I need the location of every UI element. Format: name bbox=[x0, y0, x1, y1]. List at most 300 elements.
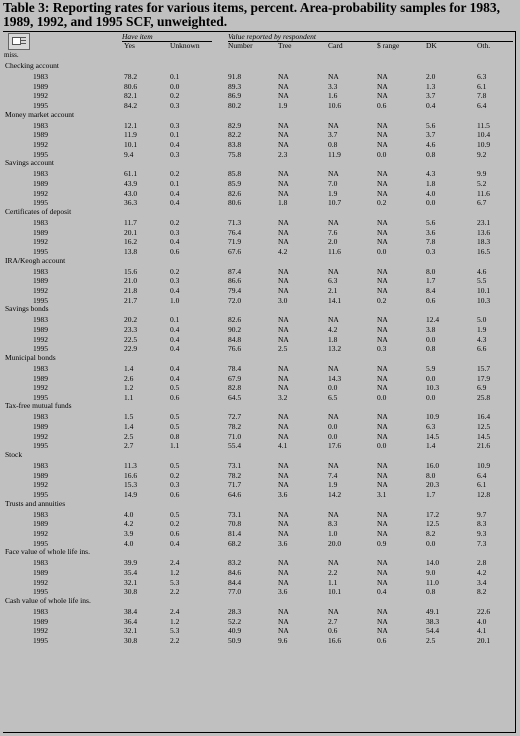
table-cell: 6.1 bbox=[477, 81, 487, 91]
table-cell: 5.3 bbox=[170, 577, 180, 587]
table-cell: 0.8 bbox=[426, 149, 436, 159]
table-cell: 11.0 bbox=[426, 577, 439, 587]
table-cell: 0.5 bbox=[170, 383, 180, 393]
section-heading: Face value of whole life ins. bbox=[5, 547, 90, 557]
table-cell: 14.5 bbox=[426, 431, 440, 441]
table-cell: 15.6 bbox=[124, 266, 138, 276]
table-cell: 0.6 bbox=[377, 100, 387, 110]
table-cell: 10.3 bbox=[426, 383, 440, 393]
table-cell: 2.5 bbox=[278, 344, 288, 354]
table-cell: 82.9 bbox=[228, 120, 242, 130]
table-cell: 2.6 bbox=[124, 373, 134, 383]
table-cell: 17.2 bbox=[426, 509, 440, 519]
table-row bbox=[0, 636, 520, 645]
row-year: 1992 bbox=[33, 285, 48, 295]
header-group-have-item: Have item bbox=[122, 32, 153, 41]
table-cell: 10.6 bbox=[328, 100, 342, 110]
table-cell: 84.4 bbox=[228, 577, 242, 587]
table-cell: 0.1 bbox=[170, 72, 180, 81]
table-cell: 78.2 bbox=[228, 470, 242, 480]
table-row bbox=[0, 228, 520, 237]
table-cell: 1.7 bbox=[426, 490, 436, 500]
table-cell: 3.6 bbox=[278, 490, 288, 500]
table-cell: 4.0 bbox=[426, 188, 436, 198]
table-row bbox=[0, 101, 520, 110]
table-cell: 20.1 bbox=[477, 636, 491, 646]
table-cell: 22.6 bbox=[477, 607, 491, 617]
table-row bbox=[0, 364, 520, 373]
table-cell: 80.6 bbox=[228, 198, 242, 208]
table-cell: NA bbox=[377, 383, 388, 393]
table-row bbox=[0, 441, 520, 450]
section-heading: Checking account bbox=[5, 61, 59, 70]
table-cell: 32.1 bbox=[124, 626, 138, 636]
table-cell: 10.7 bbox=[328, 198, 342, 208]
table-cell: 4.2 bbox=[328, 324, 338, 334]
table-cell: 10.4 bbox=[477, 130, 491, 140]
section-heading: Money market account bbox=[5, 109, 75, 119]
row-year: 1992 bbox=[33, 577, 48, 587]
table-cell: 21.0 bbox=[124, 276, 138, 286]
table-cell: 85.9 bbox=[228, 178, 242, 188]
table-cell: 1.9 bbox=[477, 324, 487, 334]
table-cell: 5.6 bbox=[426, 217, 436, 227]
table-cell: 6.3 bbox=[426, 422, 436, 432]
table-cell: 1.1 bbox=[328, 577, 338, 587]
table-cell: NA bbox=[278, 480, 289, 490]
table-cell: 6.4 bbox=[477, 100, 487, 110]
table-cell: NA bbox=[377, 461, 388, 471]
table-cell: NA bbox=[377, 217, 388, 227]
table-cell: NA bbox=[278, 529, 289, 539]
table-cell: 2.7 bbox=[124, 441, 134, 451]
row-year: 1989 bbox=[33, 519, 48, 529]
table-row bbox=[0, 607, 520, 616]
table-cell: 78.4 bbox=[228, 363, 242, 373]
table-cell: 3.6 bbox=[278, 587, 288, 597]
table-cell: 12.5 bbox=[477, 422, 491, 432]
table-cell: 91.8 bbox=[228, 72, 242, 81]
table-cell: 70.8 bbox=[228, 519, 242, 529]
table-cell: NA bbox=[377, 227, 388, 237]
table-cell: 43.9 bbox=[124, 178, 138, 188]
table-cell: NA bbox=[278, 412, 289, 422]
table-cell: 3.0 bbox=[278, 295, 288, 305]
table-cell: 1.8 bbox=[328, 334, 338, 344]
table-cell: NA bbox=[377, 529, 388, 539]
table-cell: 0.0 bbox=[426, 198, 436, 208]
table-cell: 0.4 bbox=[170, 324, 180, 334]
table-cell: 84.2 bbox=[124, 100, 138, 110]
table-cell: 87.4 bbox=[228, 266, 242, 276]
table-cell: NA bbox=[278, 626, 289, 636]
table-cell: 0.0 bbox=[426, 538, 436, 548]
table-cell: NA bbox=[328, 315, 339, 325]
table-row bbox=[0, 286, 520, 295]
table-cell: 0.8 bbox=[426, 587, 436, 597]
table-cell: NA bbox=[328, 461, 339, 471]
table-cell: 40.9 bbox=[228, 626, 242, 636]
table-cell: 76.4 bbox=[228, 227, 242, 237]
section-heading: IRA/Keogh account bbox=[5, 255, 66, 265]
table-row bbox=[0, 568, 520, 577]
table-cell: 8.2 bbox=[426, 529, 436, 539]
table-cell: 8.0 bbox=[426, 470, 436, 480]
row-year: 1992 bbox=[33, 237, 48, 247]
table-cell: 0.0 bbox=[377, 441, 387, 451]
table-cell: 6.1 bbox=[477, 480, 487, 490]
table-cell: 16.2 bbox=[124, 237, 138, 247]
table-cell: 0.0 bbox=[377, 246, 387, 256]
table-cell: 3.9 bbox=[124, 529, 134, 539]
row-year: 1992 bbox=[33, 383, 48, 393]
row-year: 1989 bbox=[33, 470, 48, 480]
table-cell: 0.4 bbox=[426, 100, 436, 110]
section-heading: Savings account bbox=[5, 158, 54, 168]
table-cell: 0.6 bbox=[170, 392, 180, 402]
table-cell: 9.4 bbox=[124, 149, 134, 159]
table-cell: 2.0 bbox=[328, 237, 338, 247]
table-cell: 1.8 bbox=[426, 178, 436, 188]
header-rule-value-reported bbox=[228, 41, 513, 42]
table-cell: 0.0 bbox=[377, 149, 387, 159]
table-cell: 2.7 bbox=[328, 616, 338, 626]
row-year: 1992 bbox=[33, 188, 48, 198]
table-cell: 2.4 bbox=[170, 558, 180, 568]
table-cell: NA bbox=[377, 72, 388, 81]
table-cell: NA bbox=[377, 616, 388, 626]
section-heading: Stock bbox=[5, 450, 23, 460]
table-cell: 1.2 bbox=[170, 568, 180, 578]
table-cell: NA bbox=[278, 217, 289, 227]
table-cell: 0.4 bbox=[170, 237, 180, 247]
table-cell: 2.2 bbox=[170, 587, 180, 597]
table-cell: 1.5 bbox=[124, 412, 134, 422]
table-cell: 0.2 bbox=[170, 519, 180, 529]
row-year: 1995 bbox=[33, 100, 48, 110]
table-cell: NA bbox=[377, 412, 388, 422]
table-cell: 13.6 bbox=[477, 227, 491, 237]
row-year: 1983 bbox=[33, 509, 48, 519]
table-cell: 73.1 bbox=[228, 509, 242, 519]
table-cell: 78.2 bbox=[228, 422, 242, 432]
table-cell: 9.2 bbox=[477, 149, 487, 159]
table-row bbox=[0, 412, 520, 421]
row-year: 1989 bbox=[33, 81, 48, 91]
table-row bbox=[0, 72, 520, 81]
table-cell: 5.2 bbox=[477, 178, 487, 188]
table-cell: NA bbox=[377, 178, 388, 188]
table-cell: 8.0 bbox=[426, 266, 436, 276]
table-cell: 11.7 bbox=[124, 217, 137, 227]
row-year: 1989 bbox=[33, 373, 48, 383]
row-year: 1983 bbox=[33, 461, 48, 471]
table-cell: 8.4 bbox=[426, 285, 436, 295]
row-year: 1989 bbox=[33, 324, 48, 334]
table-row bbox=[0, 169, 520, 178]
table-cell: 9.0 bbox=[426, 568, 436, 578]
table-cell: 14.1 bbox=[328, 295, 342, 305]
table-row bbox=[0, 335, 520, 344]
row-year: 1992 bbox=[33, 626, 48, 636]
header-group-value-reported: Value reported by respondent bbox=[228, 32, 316, 41]
table-cell: 20.2 bbox=[124, 315, 138, 325]
table-cell: NA bbox=[278, 568, 289, 578]
table-cell: NA bbox=[377, 285, 388, 295]
table-cell: NA bbox=[278, 607, 289, 617]
table-cell: 77.0 bbox=[228, 587, 242, 597]
table-cell: NA bbox=[328, 558, 339, 568]
table-cell: NA bbox=[278, 616, 289, 626]
table-cell: NA bbox=[377, 558, 388, 568]
table-row bbox=[0, 480, 520, 489]
table-cell: 73.1 bbox=[228, 461, 242, 471]
table-cell: 16.6 bbox=[124, 470, 138, 480]
section-heading: Trusts and annuities bbox=[5, 498, 66, 508]
table-cell: 6.5 bbox=[328, 392, 338, 402]
table-cell: 0.0 bbox=[426, 373, 436, 383]
table-cell: 50.9 bbox=[228, 636, 242, 646]
table-row bbox=[0, 617, 520, 626]
table-cell: 2.2 bbox=[170, 636, 180, 646]
table-row bbox=[0, 315, 520, 324]
table-cell: 0.0 bbox=[328, 383, 338, 393]
table-cell: 2.4 bbox=[170, 607, 180, 617]
table-cell: NA bbox=[377, 324, 388, 334]
row-year: 1995 bbox=[33, 441, 48, 451]
row-year: 1995 bbox=[33, 538, 48, 548]
table-cell: 7.8 bbox=[477, 91, 487, 101]
row-year: 1992 bbox=[33, 431, 48, 441]
table-cell: 20.0 bbox=[328, 538, 342, 548]
table-cell: NA bbox=[278, 422, 289, 432]
table-cell: 2.3 bbox=[278, 149, 288, 159]
table-row bbox=[0, 325, 520, 334]
row-year: 1983 bbox=[33, 169, 48, 179]
table-cell: 1.3 bbox=[426, 81, 436, 91]
table-cell: 0.0 bbox=[377, 392, 387, 402]
table-cell: 0.2 bbox=[170, 169, 180, 179]
table-cell: 23.1 bbox=[477, 217, 491, 227]
table-cell: NA bbox=[328, 363, 339, 373]
table-cell: 2.1 bbox=[328, 285, 338, 295]
table-cell: 6.3 bbox=[328, 276, 338, 286]
table-row bbox=[0, 374, 520, 383]
table-cell: 90.2 bbox=[228, 324, 242, 334]
table-cell: 0.8 bbox=[170, 431, 180, 441]
table-cell: 81.4 bbox=[228, 529, 242, 539]
table-cell: 0.5 bbox=[170, 509, 180, 519]
table-row bbox=[0, 140, 520, 149]
row-year: 1995 bbox=[33, 295, 48, 305]
table-cell: 0.5 bbox=[170, 422, 180, 432]
table-cell: 16.5 bbox=[477, 246, 491, 256]
row-year: 1983 bbox=[33, 363, 48, 373]
table-cell: 1.7 bbox=[426, 276, 436, 286]
table-cell: 16.6 bbox=[328, 636, 342, 646]
table-cell: 0.4 bbox=[170, 538, 180, 548]
table-cell: 3.6 bbox=[278, 538, 288, 548]
table-cell: 0.3 bbox=[170, 149, 180, 159]
table-cell: NA bbox=[377, 577, 388, 587]
table-cell: NA bbox=[377, 422, 388, 432]
table-cell: 16.4 bbox=[477, 412, 491, 422]
table-cell: 72.0 bbox=[228, 295, 242, 305]
table-row bbox=[0, 578, 520, 587]
table-cell: 1.4 bbox=[124, 422, 134, 432]
table-cell: NA bbox=[377, 373, 388, 383]
table-cell: 1.1 bbox=[170, 441, 180, 451]
table-cell: NA bbox=[328, 169, 339, 179]
table-cell: 21.7 bbox=[124, 295, 138, 305]
table-cell: 36.4 bbox=[124, 616, 138, 626]
table-cell: 12.1 bbox=[124, 120, 138, 130]
table-cell: 15.3 bbox=[124, 480, 138, 490]
table-cell: 85.8 bbox=[228, 169, 242, 179]
table-cell: 14.9 bbox=[124, 490, 138, 500]
table-cell: 71.3 bbox=[228, 217, 242, 227]
table-cell: 1.8 bbox=[278, 198, 288, 208]
section-heading: Municipal bonds bbox=[5, 352, 56, 362]
table-cell: 17.6 bbox=[328, 441, 342, 451]
table-cell: NA bbox=[278, 266, 289, 276]
table-cell: NA bbox=[377, 120, 388, 130]
table-cell: 0.8 bbox=[426, 344, 436, 354]
row-year: 1995 bbox=[33, 149, 48, 159]
table-cell: NA bbox=[278, 227, 289, 237]
table-cell: NA bbox=[377, 237, 388, 247]
row-year: 1992 bbox=[33, 91, 48, 101]
row-year: 1995 bbox=[33, 392, 48, 402]
table-cell: 0.0 bbox=[328, 422, 338, 432]
table-cell: NA bbox=[328, 412, 339, 422]
table-cell: NA bbox=[278, 120, 289, 130]
table-cell: 0.4 bbox=[170, 363, 180, 373]
table-cell: 3.2 bbox=[278, 392, 288, 402]
table-cell: NA bbox=[278, 72, 289, 81]
table-cell: 84.6 bbox=[228, 568, 242, 578]
table-row bbox=[0, 276, 520, 285]
table-cell: 49.1 bbox=[426, 607, 440, 617]
table-cell: 89.3 bbox=[228, 81, 242, 91]
table-cell: NA bbox=[377, 169, 388, 179]
table-cell: 3.1 bbox=[377, 490, 387, 500]
table-cell: NA bbox=[278, 577, 289, 587]
table-cell: 0.2 bbox=[377, 295, 387, 305]
column-header: Number bbox=[228, 41, 253, 50]
table-cell: NA bbox=[377, 568, 388, 578]
table-cell: NA bbox=[278, 509, 289, 519]
table-cell: NA bbox=[278, 178, 289, 188]
table-cell: 2.8 bbox=[477, 558, 487, 568]
table-cell: NA bbox=[328, 509, 339, 519]
table-cell: 0.2 bbox=[377, 198, 387, 208]
table-cell: 14.0 bbox=[426, 558, 440, 568]
table-cell: 84.8 bbox=[228, 334, 242, 344]
table-row bbox=[0, 432, 520, 441]
section-heading: Tax-free mutual funds bbox=[5, 401, 72, 411]
table-cell: 0.4 bbox=[170, 334, 180, 344]
table-cell: NA bbox=[377, 188, 388, 198]
table-cell: 10.1 bbox=[124, 139, 138, 149]
table-cell: 1.4 bbox=[426, 441, 436, 451]
table-cell: 10.9 bbox=[477, 139, 491, 149]
table-cell: 80.6 bbox=[124, 81, 138, 91]
column-header: Yes bbox=[124, 41, 135, 50]
table-cell: 0.3 bbox=[426, 246, 436, 256]
table-cell: NA bbox=[377, 139, 388, 149]
section-heading: Savings bonds bbox=[5, 304, 49, 314]
table-cell: NA bbox=[278, 237, 289, 247]
table-cell: 5.9 bbox=[426, 363, 436, 373]
table-cell: 4.1 bbox=[477, 626, 487, 636]
table-cell: 4.2 bbox=[124, 519, 134, 529]
table-cell: 0.6 bbox=[170, 529, 180, 539]
table-cell: 0.0 bbox=[426, 334, 436, 344]
table-cell: 80.2 bbox=[228, 100, 242, 110]
row-year: 1995 bbox=[33, 344, 48, 354]
row-year: 1983 bbox=[33, 607, 48, 617]
row-year: 1983 bbox=[33, 412, 48, 422]
row-year: 1983 bbox=[33, 72, 48, 81]
table-cell: 5.3 bbox=[170, 626, 180, 636]
table-cell: 1.0 bbox=[170, 295, 180, 305]
table-cell: 21.8 bbox=[124, 285, 138, 295]
table-cell: 8.3 bbox=[477, 519, 487, 529]
table-cell: 0.2 bbox=[170, 91, 180, 101]
table-cell: 64.6 bbox=[228, 490, 242, 500]
table-cell: 82.8 bbox=[228, 383, 242, 393]
section-heading: Cash value of whole life ins. bbox=[5, 596, 91, 606]
table-cell: 1.4 bbox=[124, 363, 134, 373]
table-cell: 0.2 bbox=[170, 217, 180, 227]
table-cell: 3.6 bbox=[426, 227, 436, 237]
table-cell: 4.2 bbox=[477, 568, 487, 578]
table-cell: 15.7 bbox=[477, 363, 491, 373]
table-cell: 43.0 bbox=[124, 188, 138, 198]
table-cell: 86.6 bbox=[228, 276, 242, 286]
table-cell: 68.2 bbox=[228, 538, 242, 548]
row-year: 1989 bbox=[33, 130, 48, 140]
table-row bbox=[0, 91, 520, 100]
table-cell: 11.6 bbox=[328, 246, 341, 256]
table-cell: 3.7 bbox=[426, 130, 436, 140]
table-cell: 0.9 bbox=[377, 538, 387, 548]
table-row bbox=[0, 587, 520, 596]
table-cell: 0.6 bbox=[170, 490, 180, 500]
table-cell: 3.7 bbox=[328, 130, 338, 140]
table-cell: 35.4 bbox=[124, 568, 138, 578]
row-year: 1992 bbox=[33, 334, 48, 344]
table-cell: NA bbox=[278, 81, 289, 91]
column-header: Tree bbox=[278, 41, 292, 50]
table-cell: 11.5 bbox=[477, 120, 490, 130]
table-cell: 4.6 bbox=[426, 139, 436, 149]
table-cell: 4.0 bbox=[477, 616, 487, 626]
table-cell: NA bbox=[278, 276, 289, 286]
row-year: 1995 bbox=[33, 198, 48, 208]
table-cell: 13.8 bbox=[124, 246, 138, 256]
table-cell: 76.6 bbox=[228, 344, 242, 354]
table-cell: 82.6 bbox=[228, 188, 242, 198]
column-header: $ range bbox=[377, 41, 400, 50]
table-cell: 0.5 bbox=[170, 412, 180, 422]
table-cell: 0.2 bbox=[170, 266, 180, 276]
table-cell: 13.2 bbox=[328, 344, 342, 354]
table-row bbox=[0, 558, 520, 567]
table-cell: 0.4 bbox=[170, 139, 180, 149]
row-year: 1983 bbox=[33, 120, 48, 130]
